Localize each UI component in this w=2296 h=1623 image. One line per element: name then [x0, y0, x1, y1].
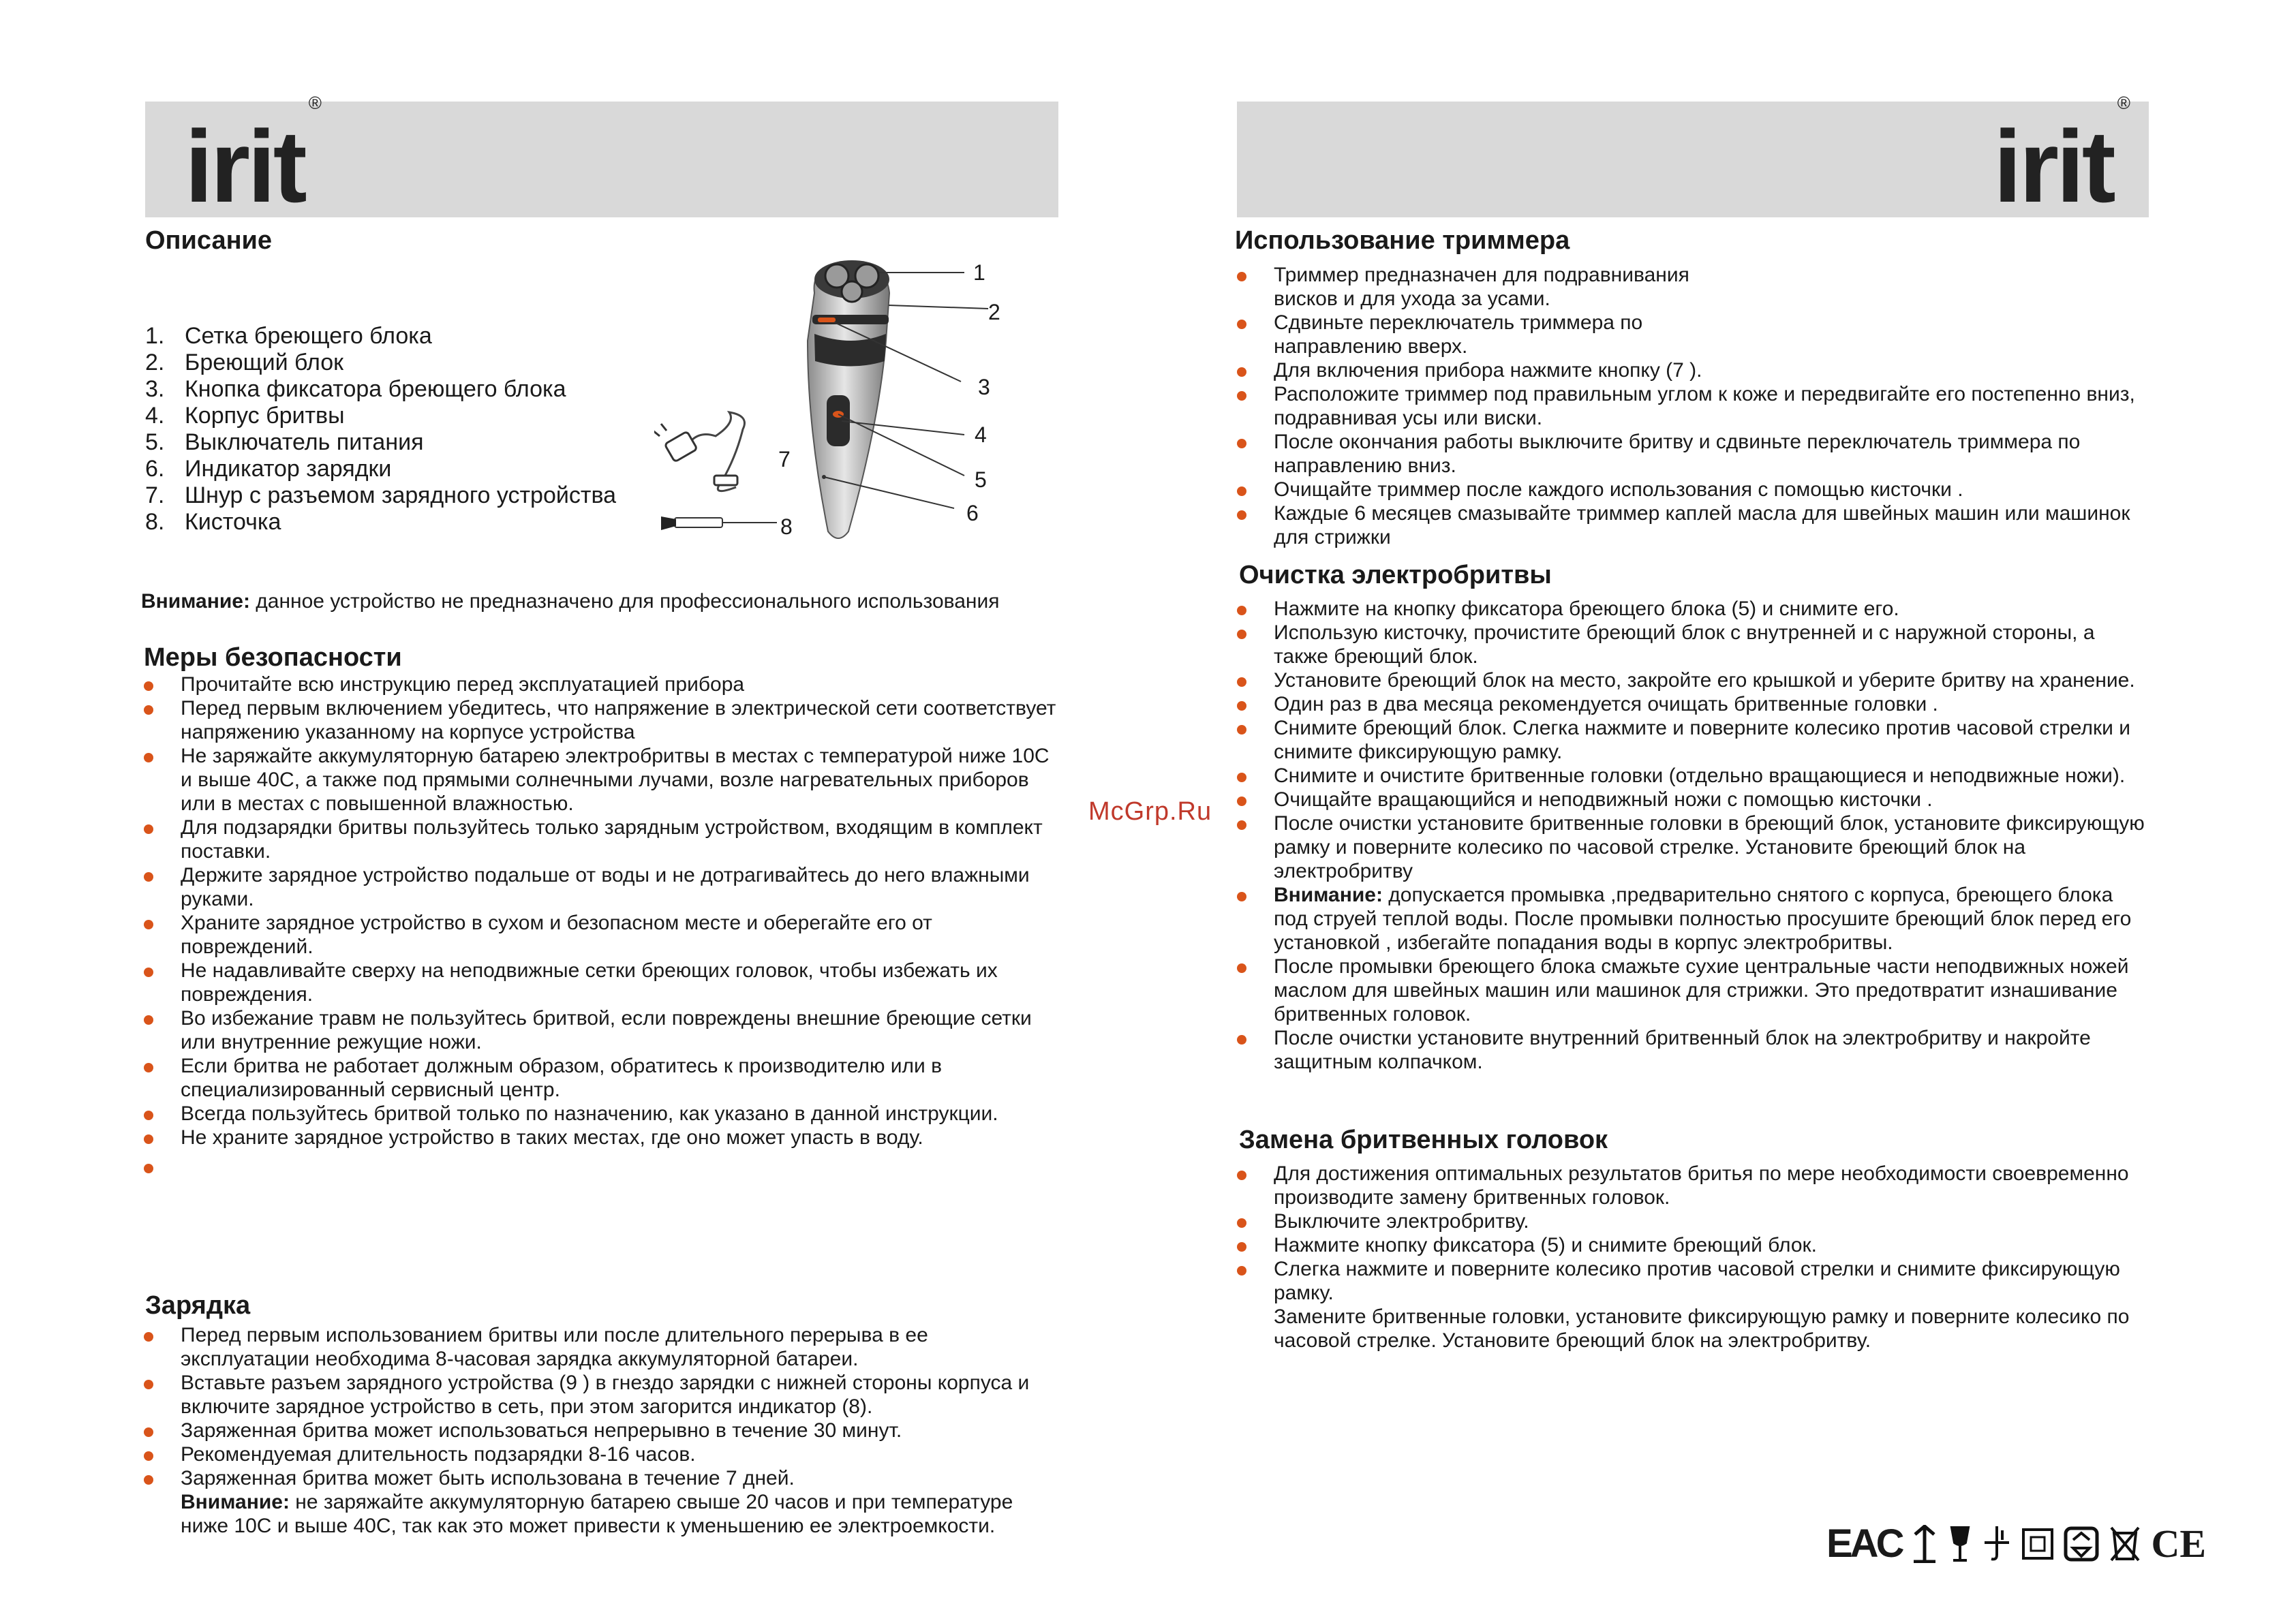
- list-item: Расположите триммер под правильным углом к коже и передвигайте его постепенно вниз, подравнивая усы или виски.: [1237, 382, 2150, 430]
- list-item: Очищайте триммер после каждого использования с помощью кисточки .: [1237, 478, 2150, 501]
- list-item: [144, 1155, 1057, 1179]
- shaver-illustration: [654, 252, 1009, 552]
- umbrella-icon: [1982, 1524, 2012, 1564]
- list-item: Один раз в два месяца рекомендуется очищать бритвенные головки .: [1237, 692, 2150, 716]
- list-item: Перед первым использованием бритвы или после длительного перерыва в ее эксплуатации необходима 8-часовая зарядка аккумуляторной батареи.: [144, 1323, 1057, 1371]
- replace-title: Замена бритвенных головок: [1239, 1126, 1608, 1154]
- parts-list: [145, 323, 616, 536]
- list-item: Не храните зарядное устройство в таких местах, где оно может упасть в воду.: [144, 1126, 1057, 1149]
- irit-logo: irit®: [185, 93, 319, 223]
- weee-bin-icon: [2109, 1525, 2141, 1563]
- list-item: 1. Сетка бреющего блока: [145, 323, 432, 349]
- callout-6: 6: [966, 501, 979, 525]
- replace-tail: Замените бритвенные головки, установите фиксирующую рамку и поверните колесико по часовой стрелке. Установите бреющий блок на электробритву.: [1274, 1305, 2130, 1352]
- cleaning-note: Внимание: допускается промывка ,предварительно снятого с корпуса, бреющего блока под струей теплой воды. После промывки полностью просушите бреющий блок перед его установкой , избегайте попадания воды в корпус электробритвы.: [1237, 883, 2150, 955]
- list-item: Всегда пользуйтесь бритвой только по назначению, как указано в данной инструкции.: [144, 1102, 1057, 1126]
- list-item: Заряженная бритва может использоваться непрерывно в течение 30 минут.: [144, 1419, 1057, 1442]
- list-item: Прочитайте всю инструкцию перед эксплуатацией прибора: [144, 673, 1057, 696]
- list-item: 5. Выключатель питания: [145, 429, 424, 455]
- list-item: Вставьте разъем зарядного устройства (9 ) в гнездо зарядки с нижней стороны корпуса и включите зарядное устройство в сеть, при этом загорится индикатор (8).: [144, 1371, 1057, 1419]
- list-item: Установите бреющий блок на место, закройте его крышкой и уберите бритву на хранение.: [1237, 668, 2150, 692]
- list-item: 8. Кисточка: [145, 509, 281, 535]
- callout-1: 1: [973, 260, 985, 285]
- list-item: После окончания работы выключите бритву и сдвиньте переключатель триммера по направлению вниз.: [1237, 430, 2150, 478]
- description-title: Описание: [145, 226, 273, 255]
- charging-list: [144, 1323, 1057, 1538]
- list-item: 6. Индикатор зарядки: [145, 456, 392, 482]
- list-item: 7. Шнур с разъемом зарядного устройства: [145, 482, 617, 508]
- list-item: Использую кисточку, прочистите бреющий блок с внутренней и с наружной стороны, а также бреющий блок.: [1237, 621, 2150, 668]
- ce-mark: CE: [2151, 1521, 2207, 1566]
- list-item: После промывки бреющего блока смажьте сухие центральные части неподвижных ножей маслом для швейных машин или машинок для стрижки. Это предотвратит изнашивание бритвенных головок.: [1237, 955, 2150, 1026]
- list-item: После очистки установите внутренний бритвенный блок на электробритву и накройте защитным колпачком.: [1237, 1026, 2150, 1074]
- header-bar-left: [145, 93, 1058, 223]
- irit-logo: irit®: [1993, 93, 2128, 223]
- list-item: Слегка нажмите и поверните колесико против часовой стрелки и снимите фиксирующую рамку.: [1237, 1257, 2150, 1305]
- list-item: Во избежание травм не пользуйтесь бритвой, если повреждены внешние бреющие сетки или внутренние режущие ножи.: [144, 1006, 1057, 1054]
- list-item: Нажмите кнопку фиксатора (5) и снимите бреющий блок.: [1237, 1233, 2150, 1257]
- callout-3: 3: [978, 375, 990, 399]
- list-item: Снимите бреющий блок. Слегка нажмите и поверните колесико против часовой стрелки и снимите фиксирующую рамку.: [1237, 716, 2150, 764]
- list-item: Для включения прибора нажмите кнопку (7 ).: [1237, 358, 2150, 382]
- watermark: McGrp.Ru: [1088, 797, 1212, 826]
- list-item: Перед первым включением убедитесь, что напряжение в электрической сети соответствует напряжению указанному на корпусе устройства: [144, 696, 1057, 744]
- cleaning-list: [1237, 597, 2150, 1074]
- cleaning-title: Очистка электробритвы: [1239, 561, 1552, 589]
- list-item: Не надавливайте сверху на неподвижные сетки бреющих головок, чтобы избежать их повреждения.: [144, 959, 1057, 1006]
- list-item: После очистки установите бритвенные головки в бреющий блок, установите фиксирующую рамку и поверните колесико по часовой стрелке. Установите бреющий блок на электробритву: [1237, 812, 2150, 883]
- list-item: Для достижения оптимальных результатов бритья по мере необходимости своевременно производите замену бритвенных головок.: [1237, 1162, 2150, 1209]
- callout-7: 7: [778, 447, 791, 472]
- charging-title: Зарядка: [145, 1291, 251, 1320]
- charging-note: Внимание: не заряжайте аккумуляторную батарею свыше 20 часов и при температуре ниже 10С и выше 40С, так как это может привести к уменьшению ее электроемкости.: [181, 1491, 1013, 1537]
- box-icon: [2021, 1528, 2054, 1560]
- list-item: Сдвиньте переключатель триммера по направлению вверх.: [1237, 311, 2150, 358]
- list-item: Выключите электробритву.: [1237, 1209, 2150, 1233]
- list-item: Заряженная бритва может быть использована в течение 7 дней.: [144, 1466, 1057, 1490]
- callout-2: 2: [988, 300, 1000, 324]
- attention-note: Внимание: данное устройство не предназначено для профессионального использования: [141, 590, 1000, 613]
- list-item: Для подзарядки бритвы пользуйтесь только зарядным устройством, входящим в комплект поставки.: [144, 816, 1057, 863]
- this-way-up-icon: [1911, 1525, 1938, 1563]
- callout-8: 8: [780, 514, 793, 539]
- trimmer-title: Использование триммера: [1235, 226, 1570, 255]
- list-item: Каждые 6 месяцев смазывайте триммер каплей масла для швейных машин или машинок для стрижки: [1237, 501, 2150, 549]
- list-item: Держите зарядное устройство подальше от воды и не дотрагивайтесь до него влажными руками.: [144, 863, 1057, 911]
- list-item: 3. Кнопка фиксатора бреющего блока: [145, 376, 566, 402]
- list-item: Если бритва не работает должным образом, обратитесь к производителю или в специализированный сервисный центр.: [144, 1054, 1057, 1102]
- safety-title: Меры безопасности: [144, 643, 402, 672]
- list-item: Нажмите на кнопку фиксатора бреющего блока (5) и снимите его.: [1237, 597, 2150, 621]
- list-item: Очищайте вращающийся и неподвижный ножи с помощью кисточки .: [1237, 788, 2150, 812]
- replace-list: [1237, 1162, 2150, 1352]
- callout-4: 4: [975, 422, 987, 447]
- eac-mark: EAC: [1826, 1521, 1902, 1566]
- list-item: Триммер предназначен для подравнивания висков и для ухода за усами.: [1237, 263, 2150, 311]
- safety-list: [144, 673, 1057, 1179]
- callout-5: 5: [975, 467, 987, 492]
- list-item: 2. Бреющий блок: [145, 350, 343, 375]
- trimmer-list: [1237, 263, 2150, 549]
- list-item: Храните зарядное устройство в сухом и безопасном месте и оберегайте его от повреждений.: [144, 911, 1057, 959]
- certification-marks: [1826, 1521, 2206, 1566]
- recycle-icon: [2064, 1526, 2099, 1562]
- list-item: 4. Корпус бритвы: [145, 403, 345, 429]
- list-item: Не заряжайте аккумуляторную батарею электробритвы в местах с температурой ниже 10С и выше 40С, а также под прямыми солнечными лучами, возле нагревательных приборов или в местах с повышенной влажностью.: [144, 744, 1057, 816]
- glass-icon: [1948, 1525, 1972, 1563]
- list-item: Рекомендуемая длительность подзарядки 8-16 часов.: [144, 1442, 1057, 1466]
- list-item: Снимите и очистите бритвенные головки (отдельно вращающиеся и неподвижные ножи).: [1237, 764, 2150, 788]
- header-bar-right: [1237, 93, 2149, 223]
